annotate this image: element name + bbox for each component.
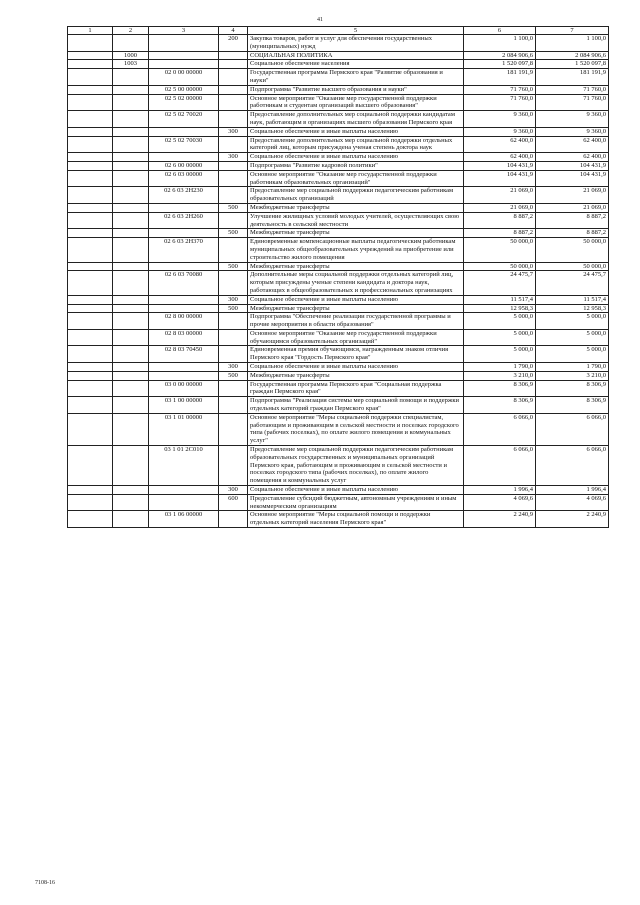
amount-cell: 21 069,0 <box>536 203 609 212</box>
code-cell <box>68 170 113 187</box>
table-row <box>68 229 609 238</box>
code-cell <box>68 262 113 271</box>
expense-type-cell: 300 <box>219 486 248 495</box>
amount-cell: 21 069,0 <box>464 203 536 212</box>
column-header: 5 <box>248 27 464 35</box>
amount-cell: 1 100,0 <box>536 35 609 52</box>
amount-cell: 1 996,4 <box>536 486 609 495</box>
amount-cell: 5 000,0 <box>464 313 536 330</box>
amount-cell: 62 400,0 <box>536 136 609 153</box>
table-row <box>68 69 609 86</box>
amount-cell: 5 000,0 <box>536 313 609 330</box>
item-name-cell: Основное мероприятие "Оказание мер государственной поддержки обучающимся образовательных организаций" <box>248 329 464 346</box>
item-name-cell: Подпрограмма "Развитие высшего образования и науки" <box>248 85 464 94</box>
section-code-cell <box>113 127 149 136</box>
amount-cell: 8 887,2 <box>464 229 536 238</box>
amount-cell: 2 240,9 <box>464 511 536 528</box>
amount-cell: 104 431,9 <box>536 170 609 187</box>
expense-type-cell <box>219 51 248 60</box>
expense-type-cell: 200 <box>219 35 248 52</box>
amount-cell: 8 306,9 <box>464 397 536 414</box>
expense-type-cell <box>219 238 248 262</box>
amount-cell: 8 887,2 <box>536 229 609 238</box>
budget-table <box>67 26 609 528</box>
target-code-cell: 03 1 00 00000 <box>149 397 219 414</box>
amount-cell: 8 887,2 <box>464 212 536 229</box>
expense-type-cell <box>219 446 248 486</box>
expense-type-cell <box>219 69 248 86</box>
code-cell <box>68 304 113 313</box>
item-name-cell: Социальное обеспечение и иные выплаты населению <box>248 363 464 372</box>
amount-cell: 21 069,0 <box>464 187 536 204</box>
section-code-cell <box>113 371 149 380</box>
item-name-cell: Подпрограмма "Развитие кадровой политики" <box>248 161 464 170</box>
code-cell <box>68 511 113 528</box>
item-name-cell: Социальное обеспечение и иные выплаты населению <box>248 295 464 304</box>
section-code-cell <box>113 203 149 212</box>
target-code-cell: 02 6 03 00000 <box>149 170 219 187</box>
amount-cell: 3 210,0 <box>536 371 609 380</box>
item-name-cell: Закупка товаров, работ и услуг для обеспечения государственных (муниципальных) нужд <box>248 35 464 52</box>
section-code-cell <box>113 111 149 128</box>
target-code-cell: 02 6 00 00000 <box>149 161 219 170</box>
item-name-cell: Государственная программа Пермского края "Развитие образования и науки" <box>248 69 464 86</box>
item-name-cell: Основное мероприятие "Оказание мер государственной поддержки работникам и студентам организаций высшего образования" <box>248 94 464 111</box>
amount-cell: 3 210,0 <box>464 371 536 380</box>
amount-cell: 11 517,4 <box>536 295 609 304</box>
amount-cell: 1 520 097,8 <box>464 60 536 69</box>
amount-cell: 11 517,4 <box>464 295 536 304</box>
amount-cell: 50 000,0 <box>536 262 609 271</box>
code-cell <box>68 127 113 136</box>
amount-cell: 1 520 097,8 <box>536 60 609 69</box>
item-name-cell: Основное мероприятие "Меры социальной помощи и поддержки отдельных категорий населения Пермского края" <box>248 511 464 528</box>
amount-cell: 6 066,0 <box>464 413 536 445</box>
item-name-cell: Подпрограмма "Обеспечение реализации государственной программы и прочие мероприятия в области образования" <box>248 313 464 330</box>
amount-cell: 9 360,0 <box>536 111 609 128</box>
table-row <box>68 295 609 304</box>
item-name-cell: Основное мероприятие "Меры социальной поддержки специалистам, работающим и проживающим в сельской местности и поселках городского типа (рабочих поселках), по оплате жилого помещения и коммунальных услуг" <box>248 413 464 445</box>
target-code-cell <box>149 304 219 313</box>
section-code-cell <box>113 413 149 445</box>
table-row <box>68 446 609 486</box>
expense-type-cell <box>219 136 248 153</box>
target-code-cell <box>149 494 219 511</box>
expense-type-cell <box>219 346 248 363</box>
table-row <box>68 153 609 162</box>
amount-cell: 104 431,9 <box>464 170 536 187</box>
table-row <box>68 511 609 528</box>
code-cell <box>68 229 113 238</box>
amount-cell: 8 887,2 <box>536 212 609 229</box>
amount-cell: 1 790,0 <box>464 363 536 372</box>
amount-cell: 181 191,9 <box>536 69 609 86</box>
section-code-cell: 1003 <box>113 60 149 69</box>
section-code-cell <box>113 187 149 204</box>
section-code-cell <box>113 494 149 511</box>
amount-cell: 62 400,0 <box>464 153 536 162</box>
table-row <box>68 380 609 397</box>
column-header: 3 <box>149 27 219 35</box>
expense-type-cell <box>219 94 248 111</box>
target-code-cell: 02 0 00 00000 <box>149 69 219 86</box>
section-code-cell <box>113 212 149 229</box>
amount-cell: 24 475,7 <box>464 271 536 295</box>
item-name-cell: Социальное обеспечение населения <box>248 60 464 69</box>
table-row <box>68 346 609 363</box>
item-name-cell: Межбюджетные трансферты <box>248 304 464 313</box>
code-cell <box>68 51 113 60</box>
target-code-cell: 02 5 00 00000 <box>149 85 219 94</box>
section-code-cell <box>113 229 149 238</box>
table-row <box>68 35 609 52</box>
section-code-cell <box>113 380 149 397</box>
expense-type-cell <box>219 313 248 330</box>
item-name-cell: Межбюджетные трансферты <box>248 371 464 380</box>
amount-cell: 62 400,0 <box>536 153 609 162</box>
expense-type-cell <box>219 380 248 397</box>
page-number: 41 <box>317 17 323 23</box>
section-code-cell <box>113 262 149 271</box>
code-cell <box>68 363 113 372</box>
item-name-cell: Предоставление мер социальной поддержки педагогическим работникам образовательных организаций <box>248 187 464 204</box>
amount-cell: 50 000,0 <box>464 238 536 262</box>
column-header: 1 <box>68 27 113 35</box>
item-name-cell: Дополнительные меры социальной поддержки отдельных категорий лиц, которым присуждены ученые степени кандидата и доктора наук, работающих в общеобразовательных и профессиональных организациях <box>248 271 464 295</box>
code-cell <box>68 329 113 346</box>
item-name-cell: Предоставление субсидий бюджетным, автономным учреждениям и иным некоммерческим организациям <box>248 494 464 511</box>
amount-cell: 50 000,0 <box>536 238 609 262</box>
section-code-cell <box>113 304 149 313</box>
table-row <box>68 170 609 187</box>
table-row <box>68 161 609 170</box>
section-code-cell <box>113 313 149 330</box>
expense-type-cell: 500 <box>219 262 248 271</box>
section-code-cell <box>113 170 149 187</box>
section-code-cell <box>113 446 149 486</box>
section-code-cell <box>113 397 149 414</box>
target-code-cell: 02 6 03 2Н370 <box>149 238 219 262</box>
expense-type-cell <box>219 60 248 69</box>
item-name-cell: Единовременная премия обучающимся, награжденным знаком отличия Пермского края "Гордость Пермского края" <box>248 346 464 363</box>
target-code-cell <box>149 371 219 380</box>
target-code-cell: 02 6 03 70080 <box>149 271 219 295</box>
section-code-cell <box>113 271 149 295</box>
target-code-cell: 03 1 06 00000 <box>149 511 219 528</box>
amount-cell: 71 760,0 <box>464 85 536 94</box>
amount-cell: 104 431,9 <box>536 161 609 170</box>
target-code-cell <box>149 229 219 238</box>
table-row <box>68 238 609 262</box>
code-cell <box>68 271 113 295</box>
target-code-cell: 02 5 02 70020 <box>149 111 219 128</box>
expense-type-cell: 500 <box>219 371 248 380</box>
target-code-cell: 02 5 02 70030 <box>149 136 219 153</box>
section-code-cell <box>113 486 149 495</box>
item-name-cell: Социальное обеспечение и иные выплаты населению <box>248 153 464 162</box>
amount-cell: 71 760,0 <box>536 94 609 111</box>
target-code-cell: 03 1 01 2С010 <box>149 446 219 486</box>
code-cell <box>68 486 113 495</box>
amount-cell: 181 191,9 <box>464 69 536 86</box>
amount-cell: 8 306,9 <box>464 380 536 397</box>
amount-cell: 62 400,0 <box>464 136 536 153</box>
target-code-cell: 02 5 02 00000 <box>149 94 219 111</box>
table-row <box>68 85 609 94</box>
column-header: 4 <box>219 27 248 35</box>
item-name-cell: Государственная программа Пермского края "Социальная поддержка граждан Пермского края" <box>248 380 464 397</box>
expense-type-cell: 500 <box>219 304 248 313</box>
amount-cell: 8 306,9 <box>536 380 609 397</box>
target-code-cell: 03 0 00 00000 <box>149 380 219 397</box>
expense-type-cell <box>219 329 248 346</box>
section-code-cell: 1000 <box>113 51 149 60</box>
table-row <box>68 212 609 229</box>
code-cell <box>68 187 113 204</box>
amount-cell: 6 066,0 <box>536 446 609 486</box>
amount-cell: 1 790,0 <box>536 363 609 372</box>
column-header: 2 <box>113 27 149 35</box>
item-name-cell: Единовременные компенсационные выплаты педагогическим работникам муниципальных общеобразовательных учреждений на приобретение или строительство жилого помещения <box>248 238 464 262</box>
table-row <box>68 271 609 295</box>
target-code-cell <box>149 60 219 69</box>
table-row <box>68 413 609 445</box>
section-code-cell <box>113 85 149 94</box>
amount-cell: 1 996,4 <box>464 486 536 495</box>
expense-type-cell <box>219 397 248 414</box>
target-code-cell <box>149 127 219 136</box>
expense-type-cell: 300 <box>219 363 248 372</box>
expense-type-cell: 500 <box>219 229 248 238</box>
section-code-cell <box>113 161 149 170</box>
table-row <box>68 127 609 136</box>
item-name-cell: Предоставление дополнительных мер социальной поддержки кандидатам наук, работающим в организациях высшего образования Пермского края <box>248 111 464 128</box>
section-code-cell <box>113 153 149 162</box>
target-code-cell <box>149 262 219 271</box>
table-row <box>68 371 609 380</box>
code-cell <box>68 153 113 162</box>
item-name-cell: Межбюджетные трансферты <box>248 229 464 238</box>
expense-type-cell: 300 <box>219 153 248 162</box>
target-code-cell <box>149 295 219 304</box>
amount-cell: 4 069,6 <box>464 494 536 511</box>
target-code-cell <box>149 203 219 212</box>
section-code-cell <box>113 136 149 153</box>
amount-cell: 6 066,0 <box>464 446 536 486</box>
section-code-cell <box>113 363 149 372</box>
expense-type-cell: 300 <box>219 127 248 136</box>
table-row <box>68 329 609 346</box>
expense-type-cell <box>219 170 248 187</box>
expense-type-cell <box>219 161 248 170</box>
table-row <box>68 363 609 372</box>
table-row <box>68 494 609 511</box>
code-cell <box>68 380 113 397</box>
expense-type-cell: 300 <box>219 295 248 304</box>
amount-cell: 1 100,0 <box>464 35 536 52</box>
section-code-cell <box>113 94 149 111</box>
code-cell <box>68 203 113 212</box>
target-code-cell: 02 6 03 2Н260 <box>149 212 219 229</box>
target-code-cell <box>149 363 219 372</box>
table-row <box>68 60 609 69</box>
expense-type-cell <box>219 212 248 229</box>
expense-type-cell <box>219 511 248 528</box>
table-row <box>68 187 609 204</box>
amount-cell: 4 069,6 <box>536 494 609 511</box>
table-row <box>68 304 609 313</box>
section-code-cell <box>113 69 149 86</box>
table-row <box>68 313 609 330</box>
amount-cell: 9 360,0 <box>536 127 609 136</box>
amount-cell: 9 360,0 <box>464 111 536 128</box>
code-cell <box>68 371 113 380</box>
code-cell <box>68 111 113 128</box>
amount-cell: 2 084 906,6 <box>536 51 609 60</box>
table-row <box>68 136 609 153</box>
code-cell <box>68 397 113 414</box>
column-header: 7 <box>536 27 609 35</box>
expense-type-cell: 600 <box>219 494 248 511</box>
expense-type-cell <box>219 187 248 204</box>
amount-cell: 12 958,3 <box>464 304 536 313</box>
table-row <box>68 397 609 414</box>
target-code-cell: 02 6 03 2Н230 <box>149 187 219 204</box>
amount-cell: 24 475,7 <box>536 271 609 295</box>
amount-cell: 2 240,9 <box>536 511 609 528</box>
expense-type-cell <box>219 413 248 445</box>
code-cell <box>68 161 113 170</box>
item-name-cell: Основное мероприятие "Оказание мер государственной поддержки работникам образовательных организаций" <box>248 170 464 187</box>
section-code-cell <box>113 346 149 363</box>
code-cell <box>68 313 113 330</box>
code-cell <box>68 212 113 229</box>
code-cell <box>68 94 113 111</box>
section-code-cell <box>113 238 149 262</box>
amount-cell: 5 000,0 <box>464 329 536 346</box>
section-code-cell <box>113 35 149 52</box>
section-code-cell <box>113 329 149 346</box>
amount-cell: 71 760,0 <box>464 94 536 111</box>
code-cell <box>68 413 113 445</box>
item-name-cell: СОЦИАЛЬНАЯ ПОЛИТИКА <box>248 51 464 60</box>
target-code-cell <box>149 35 219 52</box>
code-cell <box>68 238 113 262</box>
item-name-cell: Социальное обеспечение и иные выплаты населению <box>248 486 464 495</box>
amount-cell: 50 000,0 <box>464 262 536 271</box>
target-code-cell <box>149 51 219 60</box>
target-code-cell: 02 8 03 00000 <box>149 329 219 346</box>
amount-cell: 2 084 906,6 <box>464 51 536 60</box>
code-cell <box>68 85 113 94</box>
table-row <box>68 94 609 111</box>
code-cell <box>68 346 113 363</box>
table-row <box>68 203 609 212</box>
amount-cell: 104 431,9 <box>464 161 536 170</box>
amount-cell: 5 000,0 <box>536 329 609 346</box>
code-cell <box>68 69 113 86</box>
item-name-cell: Подпрограмма "Реализация системы мер социальной помощи и поддержки отдельных категорий граждан Пермского края" <box>248 397 464 414</box>
amount-cell: 12 958,3 <box>536 304 609 313</box>
table-row <box>68 262 609 271</box>
amount-cell: 5 000,0 <box>536 346 609 363</box>
amount-cell: 8 306,9 <box>536 397 609 414</box>
item-name-cell: Предоставление мер социальной поддержки педагогическим работникам образовательных государственных и муниципальных организаций Пермского края, работающим и проживающим в сельской местности и поселках городского типа (рабочих поселках), по оплате жилого помещения и коммунальных услуг <box>248 446 464 486</box>
column-header-row <box>68 27 609 35</box>
code-cell <box>68 446 113 486</box>
item-name-cell: Социальное обеспечение и иные выплаты населению <box>248 127 464 136</box>
amount-cell: 9 360,0 <box>464 127 536 136</box>
code-cell <box>68 295 113 304</box>
amount-cell: 71 760,0 <box>536 85 609 94</box>
code-cell <box>68 136 113 153</box>
amount-cell: 21 069,0 <box>536 187 609 204</box>
item-name-cell: Предоставление дополнительных мер социальной поддержки отдельных категорий лиц, которым присуждена ученая степень доктора наук <box>248 136 464 153</box>
column-header: 6 <box>464 27 536 35</box>
expense-type-cell: 500 <box>219 203 248 212</box>
target-code-cell <box>149 153 219 162</box>
code-cell <box>68 35 113 52</box>
code-cell <box>68 60 113 69</box>
amount-cell: 6 066,0 <box>536 413 609 445</box>
code-cell <box>68 494 113 511</box>
section-code-cell <box>113 295 149 304</box>
target-code-cell <box>149 486 219 495</box>
target-code-cell: 02 8 03 70450 <box>149 346 219 363</box>
amount-cell: 5 000,0 <box>464 346 536 363</box>
table-row <box>68 486 609 495</box>
item-name-cell: Межбюджетные трансферты <box>248 203 464 212</box>
item-name-cell: Межбюджетные трансферты <box>248 262 464 271</box>
target-code-cell: 03 1 01 00000 <box>149 413 219 445</box>
expense-type-cell <box>219 111 248 128</box>
table-row <box>68 51 609 60</box>
table-row <box>68 111 609 128</box>
expense-type-cell <box>219 271 248 295</box>
footer-code: 7108-16 <box>35 880 55 886</box>
expense-type-cell <box>219 85 248 94</box>
item-name-cell: Улучшение жилищных условий молодых учителей, осуществляющих свою деятельность в сельской местности <box>248 212 464 229</box>
section-code-cell <box>113 511 149 528</box>
target-code-cell: 02 8 00 00000 <box>149 313 219 330</box>
table-body <box>68 35 609 528</box>
